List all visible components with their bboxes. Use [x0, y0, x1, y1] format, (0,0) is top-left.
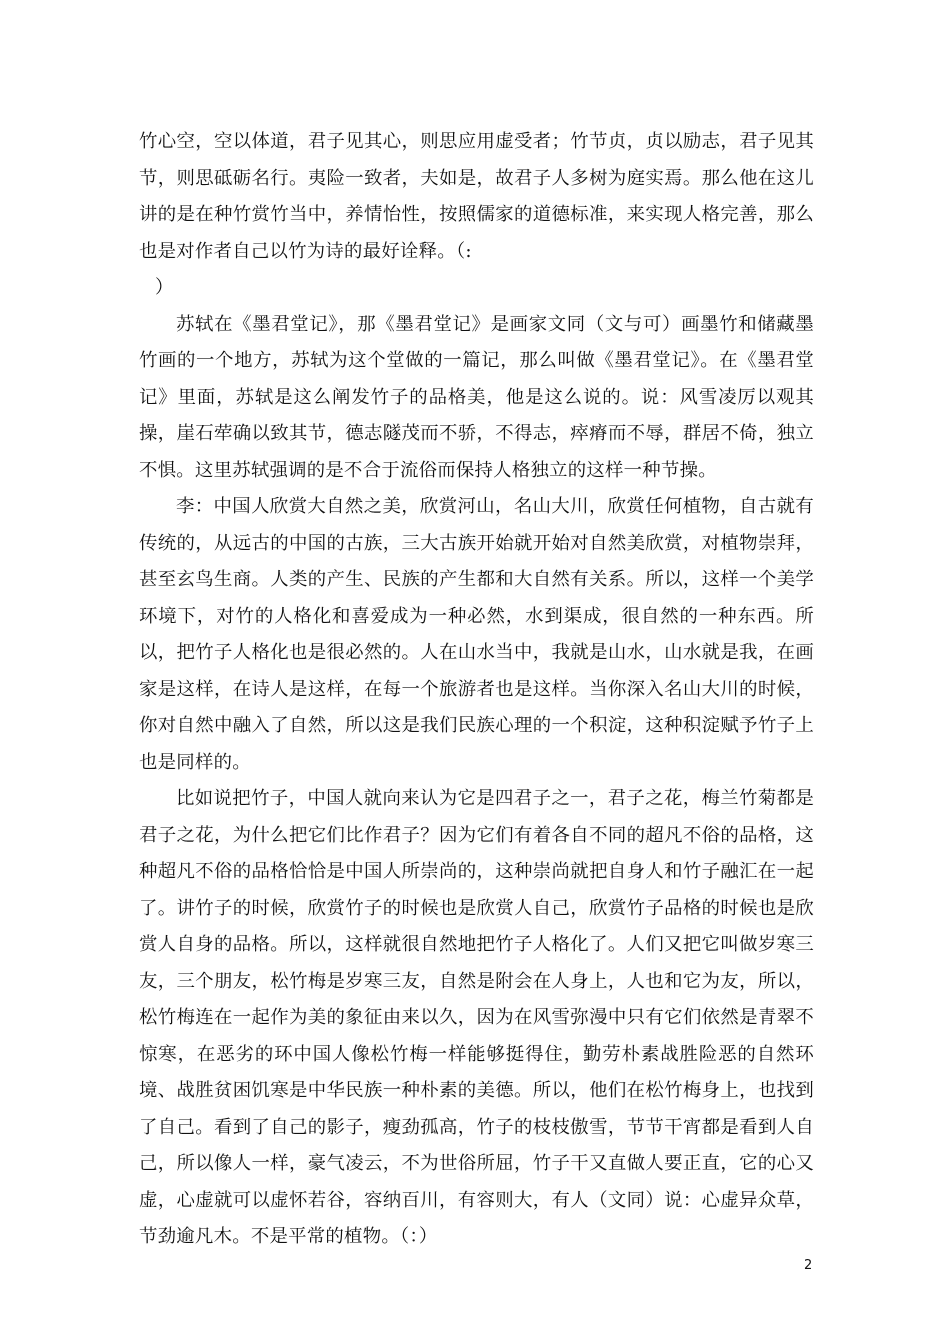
paragraph-3: 苏轼在《墨君堂记》，那《墨君堂记》是画家文同（文与可）画墨竹和储藏墨竹画的一个地方，苏轼为这个堂做的一篇记，那么叫做《墨君堂记》。在《墨君堂记》里面，苏轼是这么阐发竹子的品格美，他是这么说的。说：风雪凌厉以观其操，崖石荦确以致其节，德志隧茂而不骄，不得志，瘁瘠而不辱，群居不倚，独立不惧。这里苏轼强调的是不合于流俗而保持人格独立的这样一种节操。 [139, 313, 814, 481]
paragraph-4: 李：中国人欣赏大自然之美，欣赏河山，名山大川，欣赏任何植物，自古就有传统的，从远古的中国的古族，三大古族开始就开始对自然美欣赏，对植物崇拜，甚至玄鸟生商。人类的产生、民族的产生都和大自然有关系。所以，这样一个美学环境下，对竹的人格化和喜爱成为一种必然，水到渠成，很自然的一种东西。所以，把竹子人格化也是很必然的。人在山水当中，我就是山水，山水就是我，在画家是这样，在诗人是这样，在每一个旅游者也是这样。当你深入名山大川的时候，你对自然中融入了自然，所以这是我们民族心理的一个积淀，这种积淀赋予竹子上也是同样的。 [139, 496, 814, 773]
paragraph-2: ） [155, 277, 174, 298]
paragraph-1: 竹心空，空以体道，君子见其心，则思应用虚受者；竹节贞，贞以励志，君子见其节，则思砥砺名行。夷险一致者，夫如是，故君子人多树为庭实焉。那么他在这儿讲的是在种竹赏竹当中，养情怡性，按照儒家的道德标准，来实现人格完善，那么也是对作者自己以竹为诗的最好诠释。（: [139, 131, 814, 262]
paragraph-5: 比如说把竹子，中国人就向来认为它是四君子之一，君子之花，梅兰竹菊都是君子之花，为什么把它们比作君子？因为它们有着各自不同的超凡不俗的品格，这种超凡不俗的品格恰恰是中国人所崇尚的，这种崇尚就把自身人和竹子融汇在一起了。讲竹子的时候，欣赏竹子的时候也是欣赏人自己，欣赏竹子品格的时候也是欣赏人自身的品格。所以，这样就很自然地把竹子人格化了。人们又把它叫做岁寒三友，三个朋友，松竹梅是岁寒三友，自然是附会在人身上，人也和它为友，所以，松竹梅连在一起作为美的象征由来以久，因为在风雪弥漫中只有它们依然是青翠不惊寒，在恶劣的环中国人像松竹梅一样能够挺得住，勤劳朴素战胜险恶的自然环境、战胜贫困饥寒是中华民族一种朴素的美德。所以，他们在松竹梅身上，也找到了自己。看到了自己的影子，瘦劲孤高，竹子的枝枝傲雪，节节干宵都是看到人自己，所以像人一样，豪气凌云，不为世俗所屈，竹子干又直做人要正直，它的心又虚，心虚就可以虚怀若谷，容纳百川，有容则大，有人（文同）说：心虚异众草，节劲逾凡木。不是平常的植物。（：） [139, 788, 814, 1247]
page-number: 2 [804, 1258, 813, 1273]
document-body [139, 124, 814, 1256]
